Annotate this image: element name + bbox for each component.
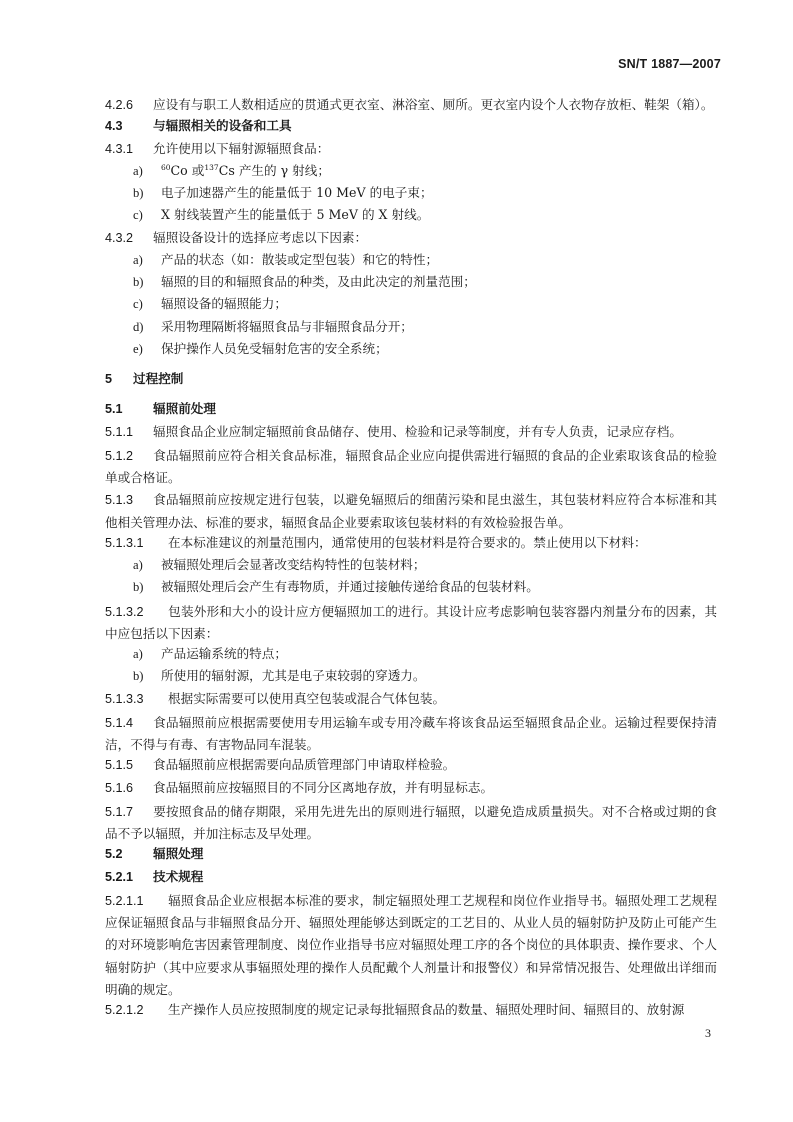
clause-number: 5.1.2 bbox=[105, 448, 134, 463]
list-label: a) bbox=[133, 163, 143, 178]
list-label: a) bbox=[133, 558, 143, 572]
list-item bbox=[105, 667, 717, 685]
clause-number: 4.2.6 bbox=[105, 98, 134, 112]
clause-4-3-2 bbox=[105, 229, 717, 247]
list-item bbox=[105, 184, 717, 202]
section-title: 与辐照相关的设备和工具 bbox=[153, 119, 292, 134]
clause-text: 食品辐照前应按规定进行包装，以避免辐照后的细菌污染和昆虫滋生，其包装材料应符合本标准和其他相关管理办法、标准的要求，辐照食品企业要索取该包装材料的有效检验报告单。 bbox=[105, 492, 717, 530]
page-number: 3 bbox=[705, 1026, 711, 1040]
clause-text: 允许使用以下辐射源辐照食品： bbox=[153, 140, 330, 156]
list-text: 产品的状态（如：散装或定型包装）和它的特性； bbox=[161, 251, 439, 267]
isotope-mass: 60 bbox=[161, 162, 171, 172]
clause-number: 5.1.5 bbox=[105, 758, 134, 773]
list-text: X 射线装置产生的能量低于 5 MeV 的 X 射线。 bbox=[161, 207, 430, 223]
list-item bbox=[105, 251, 717, 269]
list-label: d) bbox=[133, 319, 144, 334]
clause-5-1-3-2 bbox=[105, 601, 717, 646]
list-text: 产生的 γ 射线； bbox=[234, 162, 330, 178]
list-label: c) bbox=[133, 208, 143, 223]
clause-number: 5.1.3.3 bbox=[105, 691, 144, 706]
list-item bbox=[105, 578, 717, 596]
isotope-element: Co bbox=[170, 162, 188, 178]
clause-text: 食品辐照前应符合相关食品标准，辐照食品企业应向提供需进行辐照的食品的企业索取该食品的检验单或合格证。 bbox=[105, 447, 717, 485]
clause-5-1-1 bbox=[105, 423, 717, 441]
standard-number: SN/T 1887—2007 bbox=[618, 57, 721, 71]
clause-number: 5.2.1.2 bbox=[105, 1003, 144, 1017]
list-item bbox=[105, 340, 717, 358]
clause-number: 5.1.4 bbox=[105, 715, 134, 730]
list-text: 产品运输系统的特点； bbox=[161, 646, 287, 661]
list-label: a) bbox=[133, 647, 143, 661]
clause-number: 5.2.1.1 bbox=[105, 893, 144, 908]
list-item bbox=[105, 318, 717, 336]
section-title: 辐照前处理 bbox=[153, 402, 216, 417]
list-text: 采用物理隔断将辐照食品与非辐照食品分开； bbox=[161, 318, 413, 334]
clause-text: 食品辐照前应按辐照目的不同分区离地存放，并有明显标志。 bbox=[153, 779, 494, 795]
clause-text: 根据实际需要可以使用真空包装或混合气体包装。 bbox=[168, 690, 446, 706]
list-text: 电子加速器产生的能量低于 10 MeV 的电子束； bbox=[161, 185, 433, 200]
clause-4-3-1 bbox=[105, 140, 717, 158]
list-label: b) bbox=[133, 669, 144, 684]
list-text: 辐照的目的和辐照食品的种类，及由此决定的剂量范围； bbox=[161, 274, 476, 289]
list-item bbox=[105, 273, 717, 291]
clause-5-2-1-1 bbox=[105, 890, 717, 1001]
subsection-number: 5.2.1 bbox=[105, 869, 134, 884]
clause-number: 5.1.3.2 bbox=[105, 604, 144, 619]
list-label: e) bbox=[133, 341, 143, 356]
list-text: 被辐照处理后会产生有毒物质，并通过接触传递给食品的包装材料。 bbox=[161, 579, 539, 595]
section-number: 5.2 bbox=[105, 847, 123, 862]
list-label: b) bbox=[133, 186, 144, 200]
clause-number: 5.1.3.1 bbox=[105, 535, 144, 550]
chapter-number: 5 bbox=[105, 372, 113, 386]
clause-text: 应设有与职工人数相适应的贯通式更衣室、淋浴室、厕所。更衣室内设个人衣物存放柜、鞋架（箱）。 bbox=[153, 97, 714, 112]
clause-4-2-6 bbox=[105, 94, 717, 116]
clause-text: 生产操作人员应按照制度的规定记录每批辐照食品的数量、辐照处理时间、辐照目的、放射源 bbox=[168, 1002, 685, 1017]
list-item bbox=[105, 206, 717, 224]
clause-text: 在本标准建议的剂量范围内，通常使用的包装材料是符合要求的。禁止使用以下材料： bbox=[168, 534, 647, 550]
subsection-title: 技术规程 bbox=[153, 869, 204, 884]
list-text: 保护操作人员免受辐射危害的安全系统； bbox=[161, 340, 388, 356]
section-heading-5-1 bbox=[105, 400, 717, 418]
clause-number: 5.1.1 bbox=[105, 424, 134, 439]
isotope-element: Cs bbox=[218, 162, 235, 178]
conjunction: 或 bbox=[187, 162, 205, 178]
list-label: b) bbox=[133, 580, 144, 595]
clause-text: 要按照食品的储存期限，采用先进先出的原则进行辐照，以避免造成质量损失。对不合格或过期的食品不予以辐照，并加注标志及早处理。 bbox=[105, 803, 717, 841]
clause-5-1-3-3 bbox=[105, 690, 717, 708]
clause-text: 食品辐照前应根据需要向品质管理部门申请取样检验。 bbox=[153, 757, 456, 773]
section-heading-4-3 bbox=[105, 117, 717, 135]
list-label: c) bbox=[133, 297, 143, 312]
clause-text: 辐照设备设计的选择应考虑以下因素： bbox=[153, 229, 368, 245]
list-label: b) bbox=[133, 275, 144, 289]
document-body bbox=[105, 94, 717, 1023]
spacer bbox=[105, 392, 717, 400]
clause-number: 4.3.2 bbox=[105, 230, 134, 245]
clause-5-2-1-2 bbox=[105, 1001, 717, 1019]
clause-text: 辐照食品企业应制定辐照前食品储存、使用、检验和记录等制度，并有专人负责，记录应存档。 bbox=[153, 423, 682, 439]
isotope-mass: 137 bbox=[204, 162, 219, 172]
clause-number: 5.1.3 bbox=[105, 493, 134, 508]
clause-5-1-2 bbox=[105, 445, 717, 490]
clause-number: 5.1.7 bbox=[105, 804, 134, 819]
spacer bbox=[105, 362, 717, 370]
chapter-title: 过程控制 bbox=[133, 372, 184, 386]
subsection-heading-5-2-1 bbox=[105, 868, 717, 886]
section-heading-5-2 bbox=[105, 845, 717, 863]
clause-5-1-7 bbox=[105, 801, 717, 846]
section-title: 辐照处理 bbox=[153, 847, 204, 862]
list-item bbox=[105, 556, 717, 574]
list-item bbox=[105, 162, 717, 180]
list-label: a) bbox=[133, 252, 143, 267]
clause-text: 食品辐照前应根据需要使用专用运输车或专用冷藏车将该食品运至辐照食品企业。运输过程要保持清洁，不得与有毒、有害物品同车混装。 bbox=[105, 714, 717, 752]
clause-number: 5.1.6 bbox=[105, 780, 134, 795]
clause-5-1-4 bbox=[105, 712, 717, 757]
clause-number: 4.3.1 bbox=[105, 141, 134, 156]
list-text: 所使用的辐射源，尤其是电子束较弱的穿透力。 bbox=[161, 668, 426, 684]
clause-5-1-3-1 bbox=[105, 534, 717, 552]
clause-text: 辐照食品企业应根据本标准的要求，制定辐照处理工艺规程和岗位作业指导书。辐照处理工艺规程应保证辐照食品与非辐照食品分开、辐照处理能够达到既定的工艺目的、从业人员的辐射防护及防止可能产生的对环境影响危害因素管理制度、岗位作业指导书应对辐照处理工序的各个岗位的具体职责、操作要求、个人辐射防护（其中应要求从事辐照处理的操作人员配戴个人剂量计和报警仪）和异常情况报告、处理做出详细而明确的规定。 bbox=[105, 892, 717, 997]
clause-5-1-3 bbox=[105, 489, 717, 534]
list-item bbox=[105, 645, 717, 663]
clause-text: 包装外形和大小的设计应方便辐照加工的进行。其设计应考虑影响包装容器内剂量分布的因素，其中应包括以下因素： bbox=[105, 603, 717, 641]
list-text: 被辐照处理后会显著改变结构特性的包装材料； bbox=[161, 557, 426, 572]
list-item bbox=[105, 295, 717, 313]
chapter-heading-5 bbox=[105, 370, 717, 388]
clause-5-1-5 bbox=[105, 756, 717, 774]
list-text: 辐照设备的辐照能力； bbox=[161, 296, 287, 312]
section-number: 5.1 bbox=[105, 402, 123, 417]
clause-5-1-6 bbox=[105, 779, 717, 797]
section-number: 4.3 bbox=[105, 119, 123, 134]
